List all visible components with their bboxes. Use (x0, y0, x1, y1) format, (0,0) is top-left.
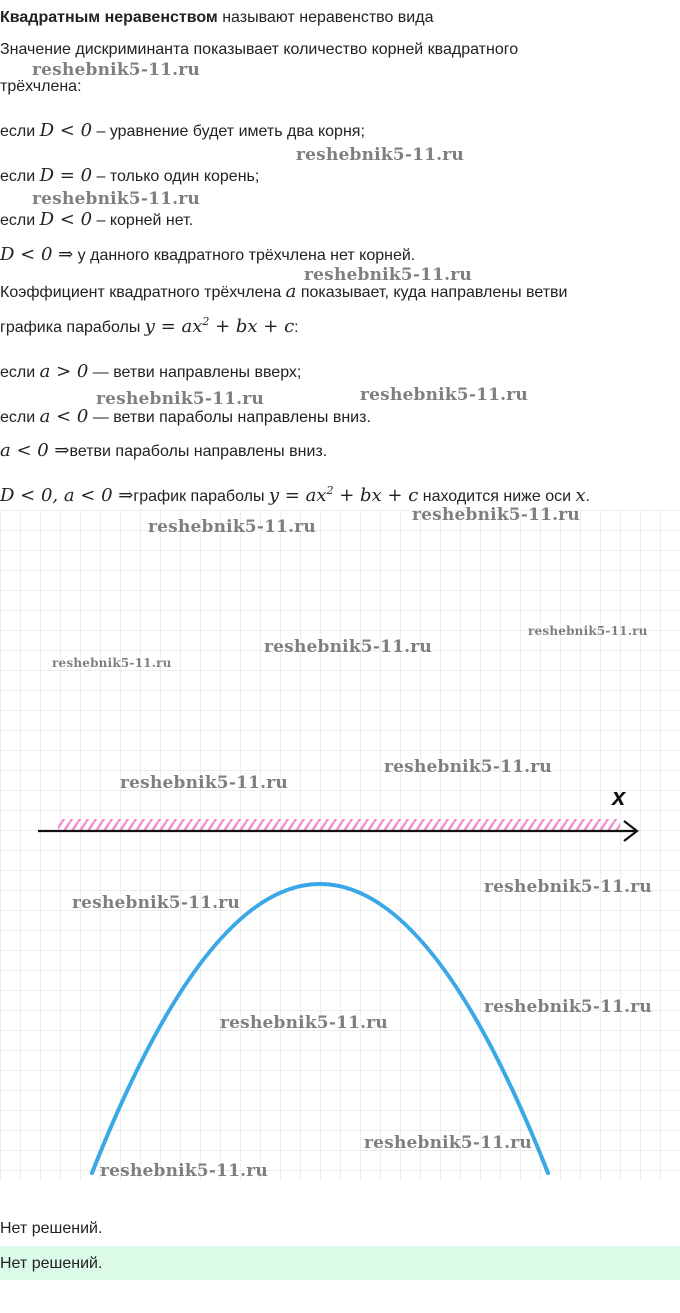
watermark: reshebnik5-11.ru (120, 773, 288, 793)
watermark: reshebnik5-11.ru (364, 1133, 532, 1153)
answer-text: Нет решений. (0, 1220, 103, 1237)
x-axis-label: x (612, 784, 626, 811)
solution-hatch (58, 819, 620, 831)
watermark: reshebnik5-11.ru (32, 60, 200, 80)
watermark: reshebnik5-11.ru (264, 637, 432, 657)
parabola-graph (0, 510, 680, 1180)
watermark: reshebnik5-11.ru (412, 505, 580, 525)
discriminant-line-1: Значение дискриминанта показывает количество корней квадратного (0, 41, 519, 58)
watermark: reshebnik5-11.ru (32, 189, 200, 209)
case-no-roots: если D < 0 – корней нет. (0, 209, 194, 230)
watermark: reshebnik5-11.ru (100, 1161, 268, 1181)
math-parabola-formula: $y = ax^2$ + bx + c (144, 315, 295, 337)
definition-line (0, 8, 433, 28)
grid-background (0, 510, 680, 1180)
case-one-root: если D = 0 – только один корень; (0, 165, 260, 186)
answer-highlighted-text: Нет решений. (0, 1255, 103, 1272)
math-implication-a: a < 0 ⇒ (0, 440, 70, 461)
coefficient-line-2: графика параболы $y = ax^2$ + bx + c: (0, 315, 299, 337)
math-d-equal-zero: D = 0 (39, 165, 93, 186)
math-d-less-zero: D < 0 (39, 120, 93, 141)
math-x: x (575, 485, 586, 506)
watermark: reshebnik5-11.ru (304, 265, 472, 285)
case-a-positive: если a > 0 — ветви направлены вверх; (0, 361, 302, 382)
definition-term: Квадратным неравенством (0, 9, 218, 26)
watermark: reshebnik5-11.ru (148, 517, 316, 537)
math-implication-d-a: D < 0, a < 0 ⇒ (0, 485, 134, 506)
watermark: reshebnik5-11.ru (52, 656, 172, 670)
watermark: reshebnik5-11.ru (296, 145, 464, 165)
coefficient-line-1: Коэффициент квадратного трёхчлена a показывает, куда направлены ветви (0, 281, 568, 302)
conclusion-branches-down: a < 0 ⇒ветви параболы направлены вниз. (0, 440, 328, 461)
watermark: reshebnik5-11.ru (384, 757, 552, 777)
conclusion-no-roots: D < 0 ⇒ у данного квадратного трёхчлена нет корней. (0, 244, 416, 265)
watermark: reshebnik5-11.ru (360, 385, 528, 405)
discriminant-line-2: трёхчлена: (0, 78, 82, 95)
watermark: reshebnik5-11.ru (484, 877, 652, 897)
watermark: reshebnik5-11.ru (528, 624, 648, 638)
case-a-negative: если a < 0 — ветви параболы направлены вниз. (0, 406, 371, 427)
answer-highlight-box (0, 1246, 680, 1280)
watermark: reshebnik5-11.ru (220, 1013, 388, 1033)
conclusion-below-axis: D < 0, a < 0 ⇒график параболы $y = ax^2$ + bx + c находится ниже оси x. (0, 484, 591, 506)
watermark: reshebnik5-11.ru (96, 389, 264, 409)
case-two-roots: если D < 0 – уравнение будет иметь два корня; (0, 120, 365, 141)
definition-rest: называют неравенство вида (217, 9, 434, 26)
math-implication-d: D < 0 ⇒ (0, 244, 74, 265)
watermark: reshebnik5-11.ru (72, 893, 240, 913)
math-parabola-formula-2: $y = ax^2$ + bx + c (268, 484, 419, 506)
math-d-less-zero-2: D < 0 (39, 209, 93, 230)
math-a-less-zero: a < 0 (39, 406, 89, 427)
math-a-greater-zero: a > 0 (39, 361, 89, 382)
watermark: reshebnik5-11.ru (484, 997, 652, 1017)
math-a: a (285, 281, 297, 302)
